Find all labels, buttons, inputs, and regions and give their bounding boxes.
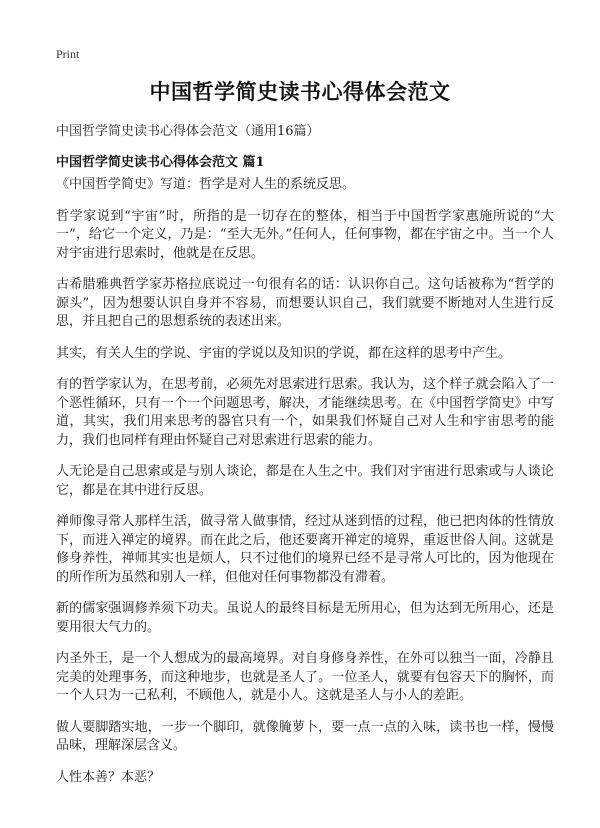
paragraph: 做人要脚踏实地，一步一个脚印，就像腌萝卜，要一点一点的入味，读书也一样，慢慢品味，理解深层含义。 <box>56 719 554 753</box>
paragraph: 古希腊雅典哲学家苏格拉底说过一句很有名的话：认识你自己。这句话被称为“哲学的源头”，因为想要认识自身并不容易，而想要认识自己，我们就要不断地对人生进行反思，并且把自己的思想系统的表述出来。 <box>56 277 554 329</box>
document-title: 中国哲学简史读书心得体会范文 <box>149 79 451 104</box>
section-heading: 中国哲学简史读书心得体会范文 篇1 <box>56 155 265 170</box>
article-body <box>56 176 554 800</box>
paragraph: 有的哲学家认为，在思考前，必须先对思索进行思索。我认为，这个样子就会陷入了一个恶性循环，只有一个一个问题思考，解决，才能继续思考。在《中国哲学简史》中写道，其实，我们用来思考的器官只有一个，如果我们怀疑自己对人生和宇宙思考的能力，我们也同样有理由怀疑自己对思索进行思索的能力。 <box>56 377 554 448</box>
paragraph: 其实，有关人生的学说、宇宙的学说以及知识的学说，都在这样的思考中产生。 <box>56 345 512 361</box>
paragraph: 人无论是自己思索或是与别人谈论，都是在人生之中。我们对宇宙进行思索或与人谈论它，都是在其中进行反思。 <box>56 464 554 498</box>
paragraph: 内圣外王，是一个人想成为的最高境界。对自身修身养性，在外可以独当一面，冷静且完美的处理事务，而这种地步，也就是圣人了。一位圣人，就要有包容天下的胸怀，而一个人只为一己私利，不顾他人，就是小人。这就是圣人与小人的差距。 <box>56 651 554 703</box>
paragraph: 禅师像寻常人那样生活，做寻常人做事情，经过从迷到悟的过程，他已把肉体的性情放下，而进入禅定的境界。而在此之后，他还要离开禅定的境界，重返世俗人间。这就是修身养性，禅师其实也是烦人，只不过他们的境界已经不是寻常人可比的，因为他现在的所作所为虽然和别人一样，但他对任何事物都没有滞着。 <box>56 514 554 585</box>
paragraph: 哲学家说到“宇宙”时，所指的是一切存在的整体，相当于中国哲学家惠施所说的“大一”，给它一个定义，乃是：“至大无外。”任何人，任何事物，都在宇宙之中。当一个人对宇宙进行思索时，他就是在反思。 <box>56 208 554 261</box>
print-link[interactable]: Print <box>56 47 80 61</box>
document-subtitle: 中国哲学简史读书心得体会范文（通用16篇） <box>56 124 320 139</box>
paragraph: 《中国哲学简史》写道：哲学是对人生的系统反思。 <box>56 177 356 192</box>
paragraph: 人性本善？本恶？ <box>56 769 161 785</box>
paragraph: 新的儒家强调修养须下功夫。虽说人的最终目标是无所用心，但为达到无所用心，还是要用很大气力的。 <box>56 601 554 635</box>
